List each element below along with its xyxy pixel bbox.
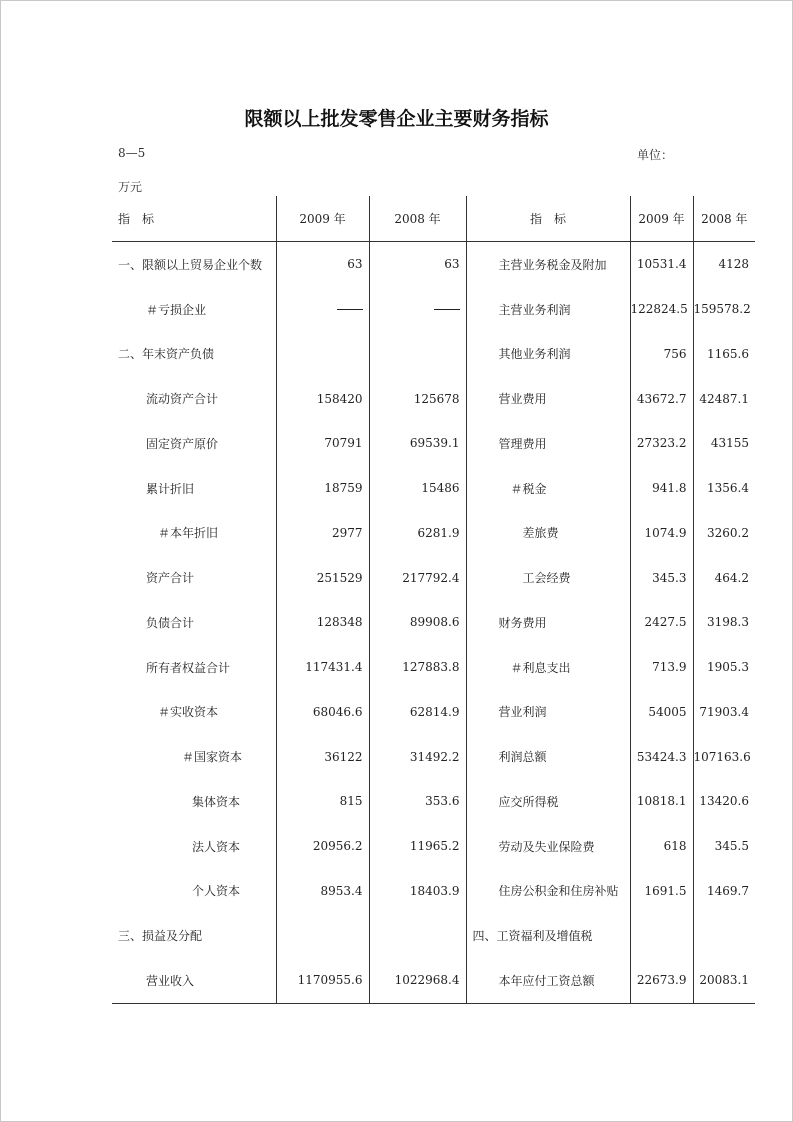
row-label: 个人资本	[112, 869, 276, 914]
value-2008-right: 3198.3	[707, 615, 749, 630]
value-2009: 70791	[276, 421, 369, 466]
header-year-2008: 2008 年	[369, 196, 466, 242]
header-year-2009: 2009 年	[276, 196, 369, 242]
row-label: 负债合计	[112, 600, 276, 645]
header-indicator: 指 标	[112, 196, 276, 242]
unit-value: 万元	[118, 180, 143, 194]
value-2009-right: 53424.3	[630, 734, 693, 779]
row-label: ＃本年折旧	[112, 511, 276, 556]
dash-mark	[434, 309, 460, 310]
value-2008: 18403.9	[369, 869, 466, 914]
value-2008	[369, 332, 466, 377]
table-row	[112, 824, 755, 869]
row-label: 累计折旧	[112, 466, 276, 511]
table-row	[112, 242, 755, 287]
value-2009: 20956.2	[276, 824, 369, 869]
value-2008: 125678	[369, 376, 466, 421]
value-2008: 62814.9	[369, 690, 466, 735]
row-label-right: 主营业务税金及附加	[466, 242, 630, 287]
table-row	[112, 600, 755, 645]
table-row	[112, 421, 755, 466]
value-2008-right: 464.2	[714, 570, 749, 585]
table-row	[112, 332, 755, 377]
row-label-right: 主营业务利润	[466, 287, 630, 332]
value-2008: 15486	[369, 466, 466, 511]
table-row	[112, 645, 755, 690]
financial-indicators-table	[112, 196, 755, 1004]
table-row	[112, 690, 755, 735]
value-2009: 68046.6	[276, 690, 369, 735]
value-2009-right: 1691.5	[630, 869, 693, 914]
value-2008: 217792.4	[369, 555, 466, 600]
row-label-right: 营业利润	[466, 690, 630, 735]
value-2008-right: 1165.6	[707, 346, 749, 361]
value-2009-right: 10818.1	[630, 779, 693, 824]
row-label: 二、年末资产负债	[112, 332, 276, 377]
row-label: 一、限额以上贸易企业个数	[112, 242, 276, 287]
value-2008-right: 345.5	[714, 839, 749, 854]
value-2008: 31492.2	[369, 734, 466, 779]
value-2008-right: 42487.1	[699, 391, 749, 406]
value-2009-dash	[276, 287, 369, 332]
unit-label: 单位：	[637, 148, 674, 162]
row-label: ＃实收资本	[112, 690, 276, 735]
row-label: 所有者权益合计	[112, 645, 276, 690]
value-2009-right: 941.8	[630, 466, 693, 511]
value-2008: 1022968.4	[369, 958, 466, 1003]
table-row	[112, 779, 755, 824]
value-2008: 89908.6	[369, 600, 466, 645]
value-2008-dash	[369, 287, 466, 332]
value-2008-right: 43155	[710, 436, 749, 451]
value-2008-right: 3260.2	[707, 525, 749, 540]
value-2009: 128348	[276, 600, 369, 645]
value-2009: 63	[276, 242, 369, 287]
value-2008: 63	[369, 242, 466, 287]
row-label-right: 应交所得税	[466, 779, 630, 824]
table-row	[112, 287, 755, 332]
header-year-2008-right: 2008 年	[693, 196, 755, 242]
value-2008-right: 107163.6	[693, 749, 751, 764]
row-label: 法人资本	[112, 824, 276, 869]
page-title: 限额以上批发零售企业主要财务指标	[244, 108, 549, 130]
row-label-right: 四、工资福利及增值税	[466, 913, 630, 958]
value-2009: 251529	[276, 555, 369, 600]
value-2008: 127883.8	[369, 645, 466, 690]
value-2009-right: 43672.7	[630, 376, 693, 421]
value-2008-right: 1356.4	[707, 481, 749, 496]
row-label: 固定资产原价	[112, 421, 276, 466]
row-label: 三、损益及分配	[112, 913, 276, 958]
table-row	[112, 869, 755, 914]
table-row	[112, 511, 755, 556]
value-2008: 6281.9	[369, 511, 466, 556]
row-label-right: 营业费用	[466, 376, 630, 421]
row-label: ＃国家资本	[112, 734, 276, 779]
value-2009	[276, 913, 369, 958]
value-2008: 69539.1	[369, 421, 466, 466]
row-label-right: ＃利息支出	[466, 645, 630, 690]
value-2008-right: 159578.2	[693, 302, 751, 317]
row-label: 资产合计	[112, 555, 276, 600]
value-2009-right: 27323.2	[630, 421, 693, 466]
table-row	[112, 958, 755, 1003]
table-header-row	[112, 196, 755, 242]
row-label: 营业收入	[112, 958, 276, 1003]
value-2008-right: 4128	[718, 257, 749, 272]
value-2009: 8953.4	[276, 869, 369, 914]
row-label-right: 利润总额	[466, 734, 630, 779]
table-row	[112, 466, 755, 511]
value-2009-right: 618	[630, 824, 693, 869]
value-2008-right: 1905.3	[707, 660, 749, 675]
value-2009: 117431.4	[276, 645, 369, 690]
row-label: 集体资本	[112, 779, 276, 824]
value-2009-right: 345.3	[630, 555, 693, 600]
value-2009-right: 54005	[630, 690, 693, 735]
value-2008-right	[693, 913, 755, 958]
row-label-right: 住房公积金和住房补贴	[466, 869, 630, 914]
table-row	[112, 555, 755, 600]
value-2009-right: 1074.9	[630, 511, 693, 556]
value-2009-right: 713.9	[630, 645, 693, 690]
value-2008: 11965.2	[369, 824, 466, 869]
value-2009: 815	[276, 779, 369, 824]
value-2009	[276, 332, 369, 377]
row-label-right: 本年应付工资总额	[466, 958, 630, 1003]
value-2009-right: 2427.5	[630, 600, 693, 645]
header-indicator-right: 指 标	[466, 196, 630, 242]
value-2008-right: 13420.6	[699, 794, 749, 809]
table-row	[112, 376, 755, 421]
row-label-right: ＃税金	[466, 466, 630, 511]
value-2009: 2977	[276, 511, 369, 556]
table-row	[112, 913, 755, 958]
value-2008-right: 71903.4	[699, 704, 749, 719]
row-label: 流动资产合计	[112, 376, 276, 421]
table-row	[112, 734, 755, 779]
header-year-2009-right: 2009 年	[630, 196, 693, 242]
value-2009: 1170955.6	[276, 958, 369, 1003]
value-2009: 36122	[276, 734, 369, 779]
table-number: 8—5	[118, 146, 146, 160]
row-label-right: 财务费用	[466, 600, 630, 645]
dash-mark	[337, 309, 363, 310]
value-2008: 353.6	[369, 779, 466, 824]
value-2008-right: 20083.1	[693, 958, 755, 1003]
row-label-right: 管理费用	[466, 421, 630, 466]
value-2009-right: 22673.9	[630, 958, 693, 1003]
row-label-right: 工会经费	[466, 555, 630, 600]
value-2008-right: 1469.7	[707, 883, 749, 898]
row-label-right: 劳动及失业保险费	[466, 824, 630, 869]
row-label-right: 其他业务利润	[466, 332, 630, 377]
value-2009: 158420	[276, 376, 369, 421]
value-2009-right: 122824.5	[630, 287, 693, 332]
value-2009-right: 10531.4	[630, 242, 693, 287]
value-2009-right: 756	[630, 332, 693, 377]
value-2009: 18759	[276, 466, 369, 511]
value-2008	[369, 913, 466, 958]
row-label-right: 差旅费	[466, 511, 630, 556]
value-2009-right	[630, 913, 693, 958]
row-label: ＃亏损企业	[112, 287, 276, 332]
